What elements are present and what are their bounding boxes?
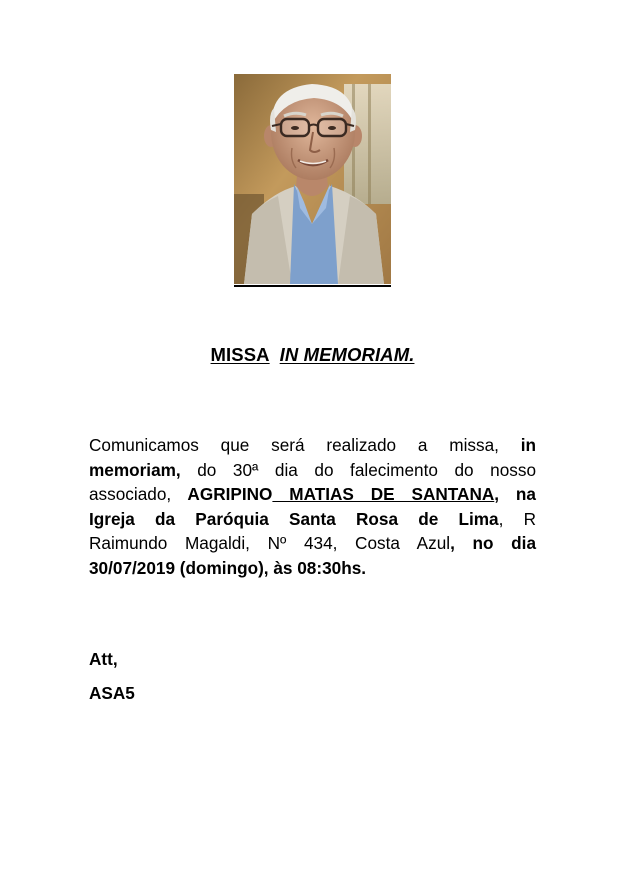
body-text-segment: do 30ª dia do falecimento do nosso <box>180 459 536 480</box>
portrait-photo-frame <box>234 74 391 288</box>
portrait-photo-icon <box>234 74 391 284</box>
body-line-3 <box>89 482 536 507</box>
church-address: Raimundo Magaldi, Nº 434, Costa Azul <box>89 533 451 554</box>
body-line-5 <box>89 531 536 556</box>
closing-salutation: Att, <box>89 649 118 669</box>
title-emphasis: IN MEMORIAM. <box>279 344 415 365</box>
church-name: Igreja da Paróquia Santa Rosa de Lima <box>89 508 499 529</box>
body-bold-segment: in <box>498 435 536 455</box>
body-text-segment: Comunicamos que será realizado a missa, <box>89 435 499 455</box>
body-line-6 <box>89 556 536 581</box>
body-bold-segment: memoriam, <box>89 459 181 480</box>
body-bold-segment: , na <box>494 484 536 505</box>
body-text-segment: associado, <box>89 484 172 505</box>
deceased-first-name: AGRIPINO <box>171 484 273 505</box>
mass-date-time: 30/07/2019 (domingo), às 08:30hs. <box>89 557 367 578</box>
deceased-surname: MATIAS DE SANTANA <box>272 484 495 505</box>
page-title <box>0 344 625 366</box>
body-line-1 <box>89 433 536 458</box>
announcement-body <box>89 433 536 581</box>
photo-underline <box>234 285 391 287</box>
title-prefix: MISSA <box>210 344 270 365</box>
body-text-segment: , R <box>498 508 536 529</box>
body-line-4 <box>89 507 536 532</box>
body-line-2 <box>89 458 536 483</box>
sender-name: ASA5 <box>89 683 135 703</box>
body-bold-segment: , no dia <box>450 533 536 554</box>
